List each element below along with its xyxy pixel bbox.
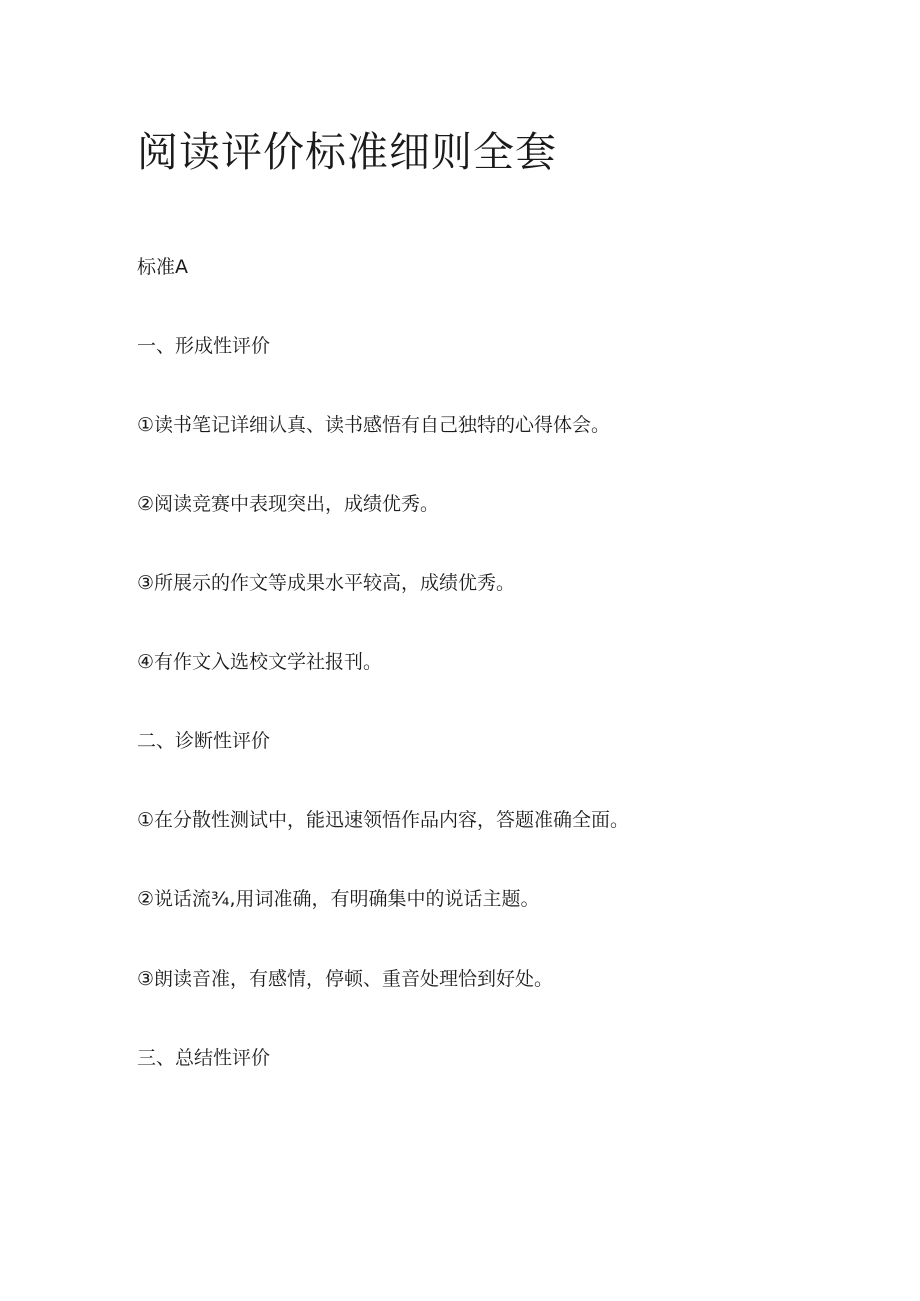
- formative-item-2: ②阅读竞赛中表现突出，成绩优秀。: [137, 493, 440, 515]
- document-title: 阅读评价标准细则全套: [137, 128, 557, 176]
- formative-item-4: ④有作文入选校文学社报刊。: [137, 651, 383, 673]
- diagnostic-item-3: ③朗读音准，有感情，停顿、重音处理恰到好处。: [137, 968, 554, 990]
- section-heading-summative: 三、总结性评价: [137, 1047, 271, 1069]
- formative-item-1: ①读书笔记详细认真、读书感悟有自己独特的心得体会。: [137, 414, 611, 436]
- diagnostic-item-1: ①在分散性测试中，能迅速领悟作品内容，答题准确全面。: [137, 809, 630, 831]
- section-heading-diagnostic: 二、诊断性评价: [137, 730, 271, 752]
- standard-heading: 标准A: [137, 256, 188, 278]
- section-heading-formative: 一、形成性评价: [137, 335, 271, 357]
- formative-item-3: ③所展示的作文等成果水平较高，成绩优秀。: [137, 572, 516, 594]
- diagnostic-item-2: ②说话流¾,用词准确，有明确集中的说话主题。: [137, 888, 540, 910]
